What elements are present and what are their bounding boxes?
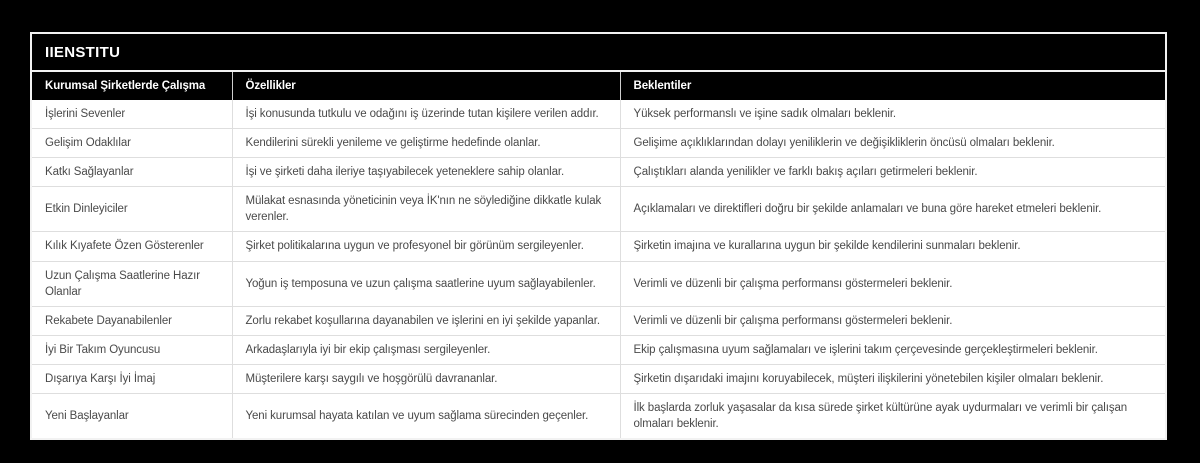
cell-category: Kılık Kıyafete Özen Gösterenler [32,232,232,261]
table-row [32,261,1165,306]
table-row [32,394,1165,439]
cell-feature: Mülakat esnasında yöneticinin veya İK'nın ne söylediğine dikkatle kulak verenler. [232,187,620,232]
corporate-work-table [32,72,1165,438]
cell-category: İyi Bir Takım Oyuncusu [32,335,232,364]
column-header-beklentiler: Beklentiler [620,72,1165,100]
cell-category: Uzun Çalışma Saatlerine Hazır Olanlar [32,261,232,306]
table-row [32,100,1165,129]
cell-expectation: Çalıştıkları alanda yenilikler ve farklı bakış açıları getirmeleri beklenir. [620,158,1165,187]
cell-expectation: Şirketin imajına ve kurallarına uygun bir şekilde kendilerini sunmaları beklenir. [620,232,1165,261]
table-row [32,158,1165,187]
cell-category: Rekabete Dayanabilenler [32,306,232,335]
column-header-kurumsal-sirketlerde-calisma: Kurumsal Şirketlerde Çalışma [32,72,232,100]
cell-expectation: Şirketin dışarıdaki imajını koruyabilecek, müşteri ilişkilerini yönetebilen kişiler olmaları beklenir. [620,364,1165,393]
cell-category: Dışarıya Karşı İyi İmaj [32,364,232,393]
cell-feature: Zorlu rekabet koşullarına dayanabilen ve işlerini en iyi şekilde yapanlar. [232,306,620,335]
cell-expectation: Ekip çalışmasına uyum sağlamaları ve işlerini takım çerçevesinde gerçekleştirmeleri beklenir. [620,335,1165,364]
cell-feature: Müşterilere karşı saygılı ve hoşgörülü davrananlar. [232,364,620,393]
cell-category: Yeni Başlayanlar [32,394,232,439]
institute-table-panel [30,32,1167,440]
table-row [32,232,1165,261]
table-row [32,187,1165,232]
cell-feature: Yoğun iş temposuna ve uzun çalışma saatlerine uyum sağlayabilenler. [232,261,620,306]
cell-expectation: Verimli ve düzenli bir çalışma performansı göstermeleri beklenir. [620,261,1165,306]
table-row [32,335,1165,364]
table-row [32,306,1165,335]
cell-feature: Yeni kurumsal hayata katılan ve uyum sağlama sürecinden geçenler. [232,394,620,439]
cell-expectation: Gelişime açıklıklarından dolayı yeniliklerin ve değişikliklerin öncüsü olmaları beklenir. [620,129,1165,158]
column-header-ozellikler: Özellikler [232,72,620,100]
table-header-row [32,72,1165,100]
cell-feature: İşi konusunda tutkulu ve odağını iş üzerinde tutan kişilere verilen addır. [232,100,620,129]
cell-feature: Kendilerini sürekli yenileme ve geliştirme hedefinde olanlar. [232,129,620,158]
cell-expectation: Verimli ve düzenli bir çalışma performansı göstermeleri beklenir. [620,306,1165,335]
cell-category: İşlerini Sevenler [32,100,232,129]
table-row [32,364,1165,393]
cell-category: Katkı Sağlayanlar [32,158,232,187]
cell-expectation: İlk başlarda zorluk yaşasalar da kısa sürede şirket kültürüne ayak uydurmaları ve verimli bir çalışan olmaları beklenir. [620,394,1165,439]
panel-title: IIENSTITU [32,34,1165,72]
cell-expectation: Açıklamaları ve direktifleri doğru bir şekilde anlamaları ve buna göre hareket etmeleri beklenir. [620,187,1165,232]
cell-feature: İşi ve şirketi daha ileriye taşıyabilecek yeteneklere sahip olanlar. [232,158,620,187]
cell-expectation: Yüksek performanslı ve işine sadık olmaları beklenir. [620,100,1165,129]
cell-category: Gelişim Odaklılar [32,129,232,158]
table-row [32,129,1165,158]
cell-category: Etkin Dinleyiciler [32,187,232,232]
cell-feature: Arkadaşlarıyla iyi bir ekip çalışması sergileyenler. [232,335,620,364]
cell-feature: Şirket politikalarına uygun ve profesyonel bir görünüm sergileyenler. [232,232,620,261]
